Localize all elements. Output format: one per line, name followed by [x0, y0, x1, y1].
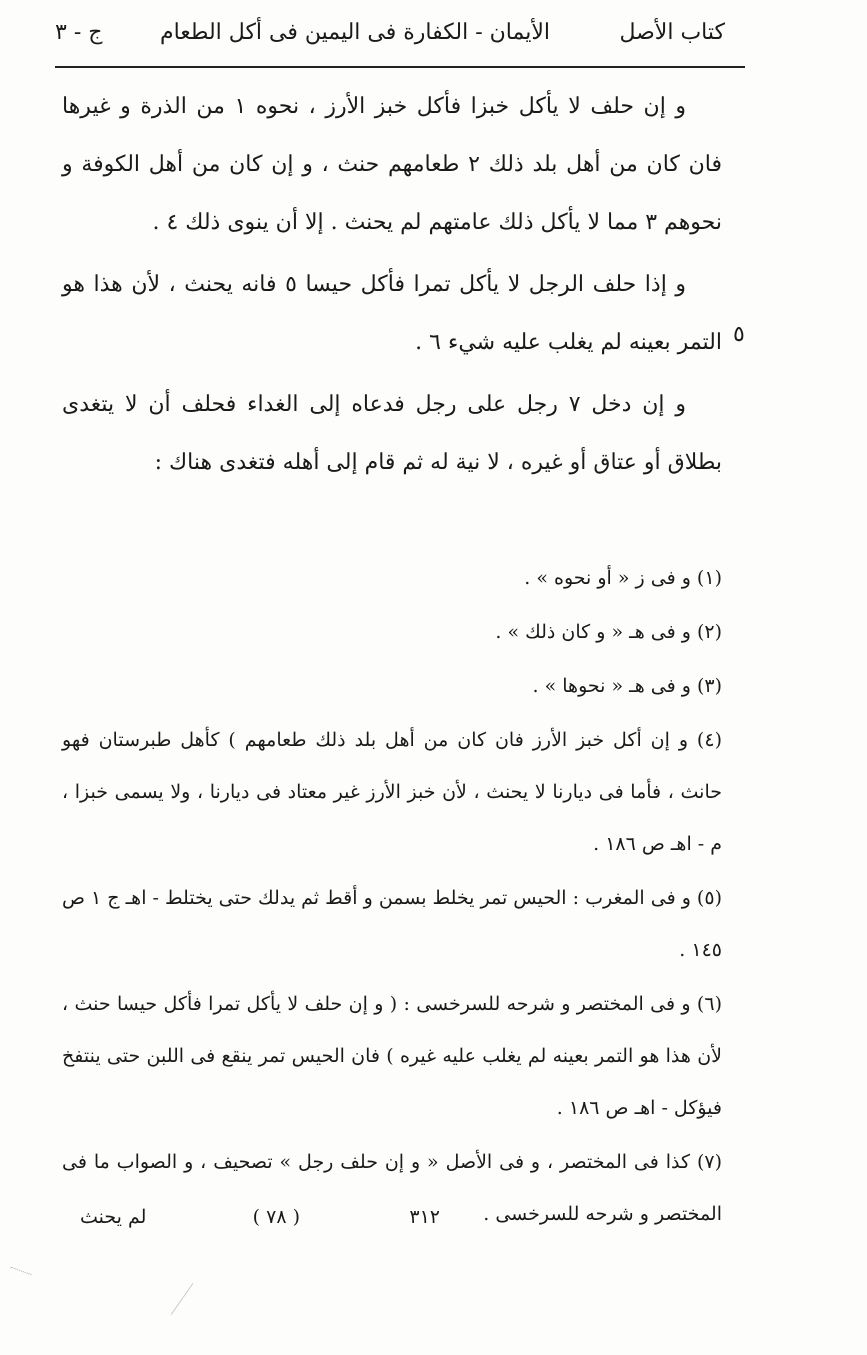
- main-text: [62, 78, 722, 496]
- margin-line-number: ٥: [733, 322, 745, 347]
- page-footer: [80, 1200, 440, 1236]
- main-paragraph: و إذا حلف الرجل لا يأكل تمرا فأكل حيسا ٥ فانه يحنث ، لأن هذا هو التمر بعينه لم يغلب عليه شيء ٦ .: [62, 272, 722, 355]
- sequence-number: ( ٧٨ ): [252, 1206, 300, 1228]
- scan-speck: [6, 1267, 31, 1287]
- catchword: لم يحنث: [80, 1206, 147, 1228]
- header-divider: [55, 66, 745, 68]
- scan-mark: [171, 1283, 208, 1325]
- footnote: (٤) و إن أكل خبز الأرز فان كان من أهل بلد ذلك طعامهم ) كأهل طبرستان فهو حانث ، فأما فى ديارنا لا يحنث ، لأن خبز الأرز غير معتاد فى ديارنا ، ولا يسمى خبزا ، م - اهـ ص ١٨٦ .: [62, 729, 722, 855]
- footnote: (٧) كذا فى المختصر ، و فى الأصل « و إن حلف رجل » تصحيف ، و الصواب ما فى المختصر و شرحه للسرخسى .: [62, 1151, 722, 1225]
- main-paragraph: و إن حلف لا يأكل خبزا فأكل خبز الأرز ، نحوه ١ من الذرة و غيرها فان كان من أهل بلد ذلك ٢ طعامهم حنث ، و إن كان من أهل الكوفة و نحوهم ٣ مما لا يأكل ذلك عامتهم لم يحنث . إلا أن ينوى ذلك ٤ .: [62, 94, 722, 235]
- footnote: (١) و فى ز « أو نحوه » .: [524, 567, 722, 589]
- footnote: (٦) و فى المختصر و شرحه للسرخسى : ( و إن حلف لا يأكل تمرا فأكل حيسا حنث ، لأن هذا هو التمر بعينه لم يغلب عليه غيره ) فان الحيس تمر ينقع فى اللبن حتى ينتفخ فيؤكل - اهـ ص ١٨٦ .: [62, 993, 722, 1119]
- main-paragraph: و إن دخل ٧ رجل على رجل فدعاه إلى الغداء فحلف أن لا يتغدى بطلاق أو عتاق أو غيره ، لا نية له ثم قام إلى أهله فتغدى هناك :: [62, 392, 722, 475]
- running-header: [55, 14, 725, 58]
- footnote: (٥) و فى المغرب : الحيس تمر يخلط بسمن و أقط ثم يدلك حتى يختلط - اهـ ج ١ ص ١٤٥ .: [62, 887, 722, 961]
- header-book-title: كتاب الأصل: [619, 20, 725, 45]
- footnote: (٢) و فى هـ « و كان ذلك » .: [495, 621, 722, 643]
- footnotes: [62, 552, 722, 1242]
- header-part-number: ج - ٣: [55, 20, 103, 45]
- page-number: ٣١٢: [409, 1206, 440, 1228]
- header-topic: الأيمان - الكفارة فى اليمين فى أكل الطعام: [159, 20, 550, 45]
- footnote: (٣) و فى هـ « نحوها » .: [532, 675, 722, 697]
